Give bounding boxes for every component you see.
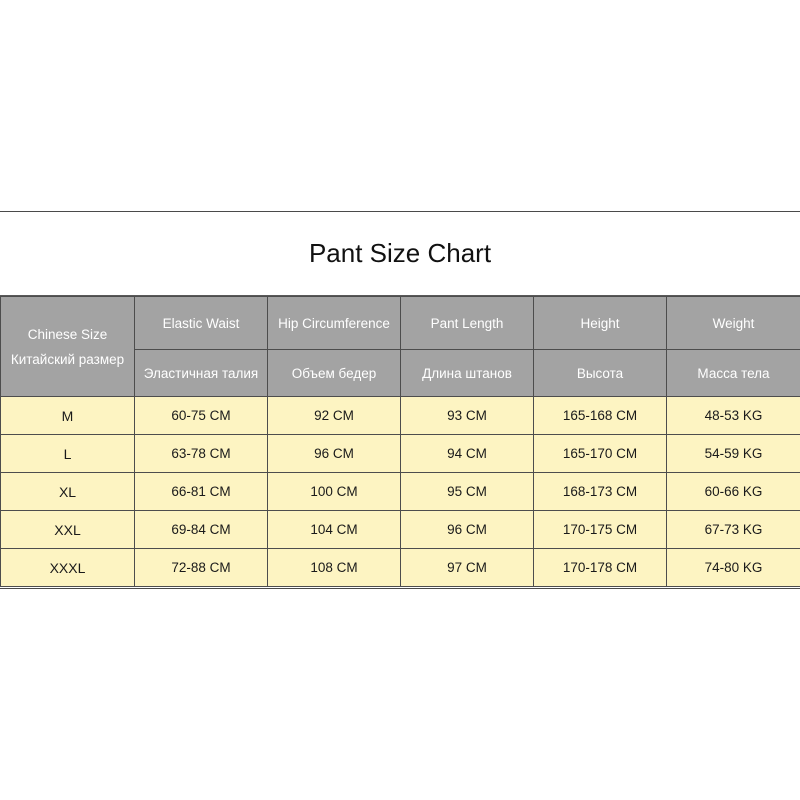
cell-size: L: [1, 435, 135, 473]
cell-hip: 108 CM: [268, 549, 401, 587]
header-weight-ru: Масса тела: [667, 350, 800, 397]
cell-size: M: [1, 397, 135, 435]
cell-length: 96 CM: [401, 511, 534, 549]
header-hip-ru: Объем бедер: [268, 350, 401, 397]
cell-size: XXXL: [1, 549, 135, 587]
size-chart: [0, 211, 800, 589]
header-hip-en: Hip Circumference: [268, 297, 401, 350]
cell-weight: 67-73 KG: [667, 511, 800, 549]
header-length-en: Pant Length: [401, 297, 534, 350]
header-row-english: [1, 297, 800, 350]
cell-size: XXL: [1, 511, 135, 549]
cell-length: 94 CM: [401, 435, 534, 473]
size-table: [0, 296, 800, 587]
header-weight-en: Weight: [667, 297, 800, 350]
table-row: [1, 473, 800, 511]
cell-hip: 104 CM: [268, 511, 401, 549]
cell-waist: 66-81 CM: [135, 473, 268, 511]
cell-hip: 92 CM: [268, 397, 401, 435]
header-size-ru: Китайский размер: [10, 351, 125, 367]
cell-waist: 72-88 CM: [135, 549, 268, 587]
cell-hip: 96 CM: [268, 435, 401, 473]
cell-height: 165-170 CM: [534, 435, 667, 473]
cell-height: 168-173 CM: [534, 473, 667, 511]
cell-height: 165-168 CM: [534, 397, 667, 435]
cell-size: XL: [1, 473, 135, 511]
cell-height: 170-175 CM: [534, 511, 667, 549]
title-row: [0, 212, 800, 296]
cell-height: 170-178 CM: [534, 549, 667, 587]
cell-weight: 48-53 KG: [667, 397, 800, 435]
cell-length: 93 CM: [401, 397, 534, 435]
header-length-ru: Длина штанов: [401, 350, 534, 397]
table-row: [1, 511, 800, 549]
header-waist-ru: Эластичная талия: [135, 350, 268, 397]
cell-weight: 60-66 KG: [667, 473, 800, 511]
cell-waist: 69-84 CM: [135, 511, 268, 549]
header-size-en: Chinese Size: [27, 326, 108, 342]
cell-weight: 54-59 KG: [667, 435, 800, 473]
cell-waist: 63-78 CM: [135, 435, 268, 473]
table-row: [1, 397, 800, 435]
header-size: [1, 297, 135, 397]
cell-waist: 60-75 CM: [135, 397, 268, 435]
cell-hip: 100 CM: [268, 473, 401, 511]
header-height-ru: Высота: [534, 350, 667, 397]
table-row: [1, 435, 800, 473]
cell-length: 97 CM: [401, 549, 534, 587]
cell-weight: 74-80 KG: [667, 549, 800, 587]
chart-title: Pant Size Chart: [308, 238, 492, 268]
header-waist-en: Elastic Waist: [135, 297, 268, 350]
header-height-en: Height: [534, 297, 667, 350]
table-row: [1, 549, 800, 587]
cell-length: 95 CM: [401, 473, 534, 511]
